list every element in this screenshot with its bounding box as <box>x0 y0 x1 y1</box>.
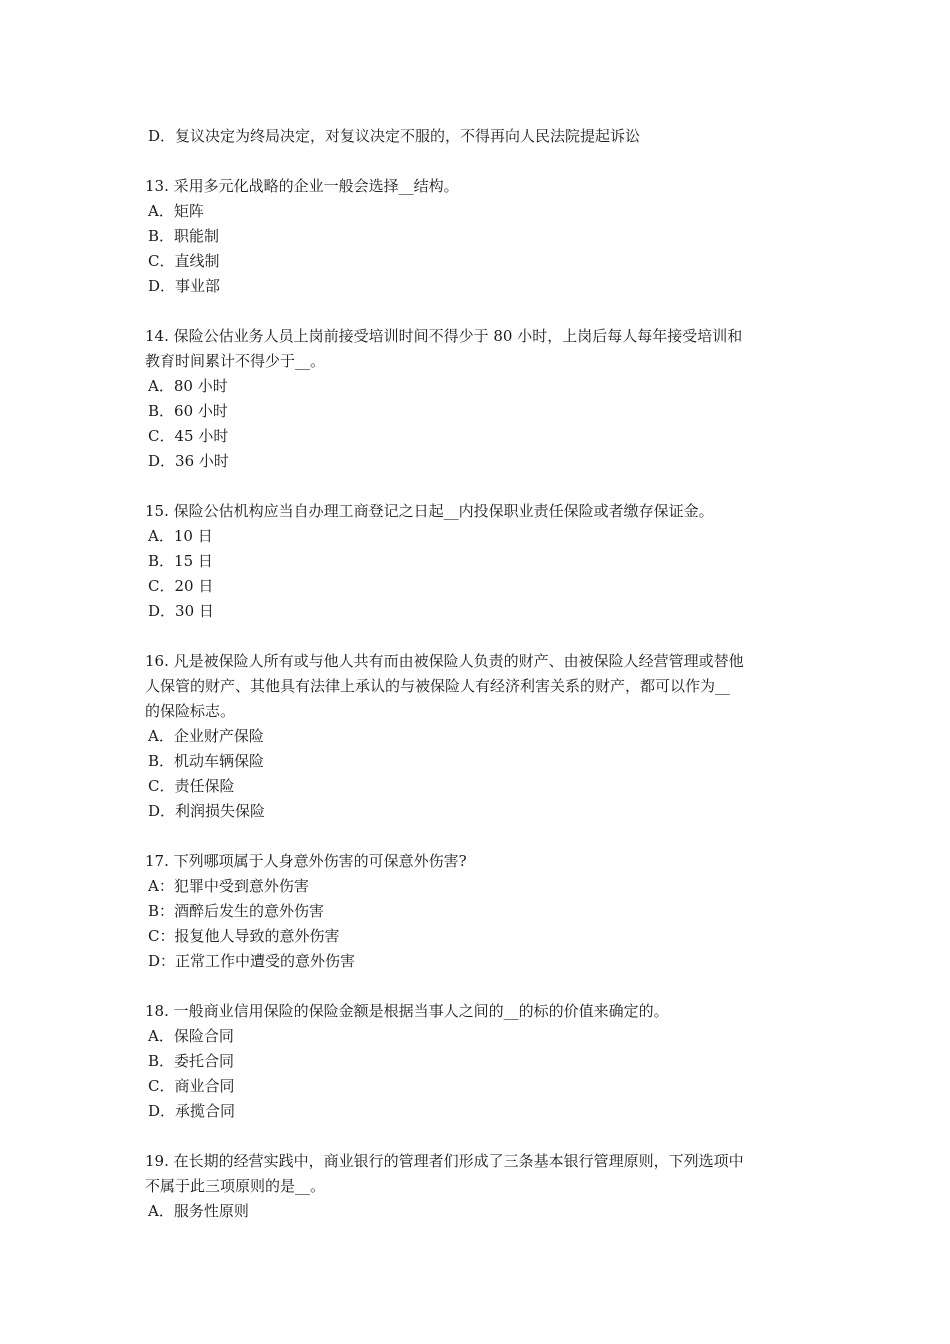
question-spacer <box>145 824 815 849</box>
question-block <box>145 1149 815 1224</box>
question-stem: 14. 保险公估业务人员上岗前接受培训时间不得少于 80 小时，上岗后每人每年接受培训和 <box>145 327 743 345</box>
question-block <box>145 174 815 299</box>
answer-option: B．职能制 <box>148 227 220 245</box>
answer-option: C．20 日 <box>148 577 214 595</box>
question-stem: 18. 一般商业信用保险的保险金额是根据当事人之间的__的标的价值来确定的。 <box>145 1002 669 1020</box>
answer-option: B：酒醉后发生的意外伤害 <box>148 902 325 920</box>
question-spacer <box>145 1124 815 1149</box>
question-list <box>145 124 815 1224</box>
answer-option: D．承揽合同 <box>148 1102 236 1120</box>
question-stem: 13. 采用多元化战略的企业一般会选择__结构。 <box>145 177 459 195</box>
answer-option: C．45 小时 <box>148 427 229 445</box>
answer-option: C．商业合同 <box>148 1077 235 1095</box>
answer-option: A．企业财产保险 <box>148 727 264 745</box>
question-block <box>145 649 815 824</box>
answer-option: A．矩阵 <box>148 202 204 220</box>
question-stem: 人保管的财产、其他具有法律上承认的与被保险人有经济利害关系的财产，都可以作为__ <box>145 677 731 695</box>
question-stem: 的保险标志。 <box>145 702 236 720</box>
question-stem: 15. 保险公估机构应当自办理工商登记之日起__内投保职业责任保险或者缴存保证金。 <box>145 502 714 520</box>
answer-option: C．责任保险 <box>148 777 235 795</box>
answer-option: D：正常工作中遭受的意外伤害 <box>148 952 356 970</box>
question-stem: 16. 凡是被保险人所有或与他人共有而由被保险人负责的财产、由被保险人经营管理或替他 <box>145 652 744 670</box>
question-block <box>145 999 815 1124</box>
answer-option: C．直线制 <box>148 252 220 270</box>
answer-option: B．委托合同 <box>148 1052 235 1070</box>
question-spacer <box>145 974 815 999</box>
question-block <box>145 499 815 624</box>
question-spacer <box>145 624 815 649</box>
answer-option: D．30 日 <box>148 602 214 620</box>
question-spacer <box>145 299 815 324</box>
answer-option: A．10 日 <box>148 527 213 545</box>
answer-option: D．36 小时 <box>148 452 229 470</box>
answer-option: A．保险合同 <box>148 1027 234 1045</box>
question-stem: 教育时间累计不得少于__。 <box>145 352 326 370</box>
answer-option: A．80 小时 <box>148 377 228 395</box>
answer-option: D．利润损失保险 <box>148 802 266 820</box>
answer-option: B．机动车辆保险 <box>148 752 265 770</box>
answer-option: D．事业部 <box>148 277 221 295</box>
question-stem: 不属于此三项原则的是__。 <box>145 1177 326 1195</box>
question-block <box>145 324 815 474</box>
answer-option: C：报复他人导致的意外伤害 <box>148 927 340 945</box>
question-spacer <box>145 474 815 499</box>
answer-option: A：犯罪中受到意外伤害 <box>148 877 309 895</box>
question-spacer <box>145 149 815 174</box>
question-block <box>145 849 815 974</box>
answer-option: B．15 日 <box>148 552 213 570</box>
answer-option: B．60 小时 <box>148 402 228 420</box>
answer-option: A．服务性原则 <box>148 1202 249 1220</box>
question-stem: 17. 下列哪项属于人身意外伤害的可保意外伤害? <box>145 852 467 870</box>
question-stem: 19. 在长期的经营实践中，商业银行的管理者们形成了三条基本银行管理原则，下列选项中 <box>145 1152 744 1170</box>
option-d-previous-question: D．复议决定为终局决定，对复议决定不服的，不得再向人民法院提起诉讼 <box>148 127 641 145</box>
